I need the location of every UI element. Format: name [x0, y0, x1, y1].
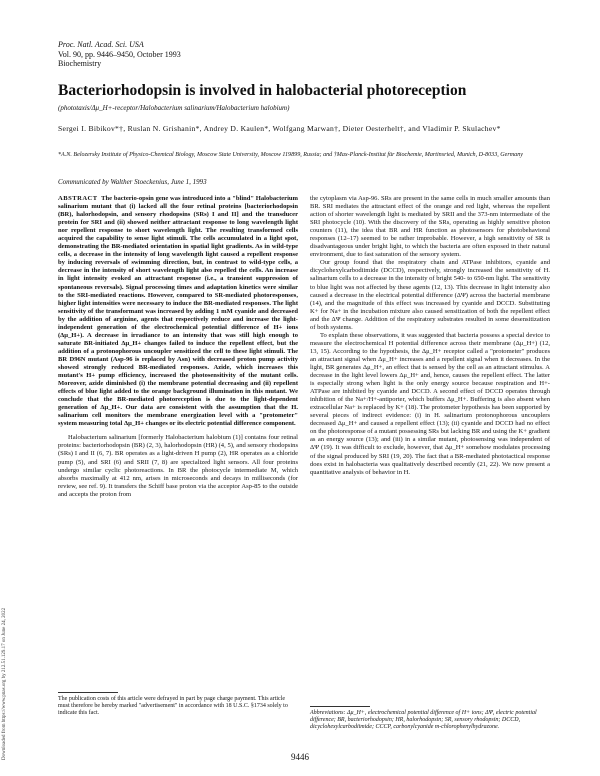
body-paragraph-2: Our group found that the respiratory chain and ATPase inhibitors, cyanide and dicyclohexylcarbodiimide (DCCD), respectively, strongly increased the sensitivity of H. salinarium cells to a decrease in the intensity of bright 540- to 650-nm light. The sensitivity to blue light was not affected by these agents (12, 13). This decrease in light intensity also caused a decrease in the electrical potential difference (ΔΨ) across the bacterial membrane (14), and the magnitude of this effect was increased by cyanide and DCCD. Substituting K+ for Na+ in the incubation mixture also caused sensitization of both the repellent effect and the ΔΨ change. Addition of the respiratory substrates resulted in some desensitization of both systems. [310, 259, 550, 331]
footnote-rule [58, 692, 118, 693]
journal-name: Proc. Natl. Acad. Sci. USA [58, 40, 144, 49]
download-watermark [2, 560, 10, 760]
abstract [58, 195, 298, 428]
download-watermark-text: Downloaded from https://www.pnas.org by 212.51.129.17 on June 24, 2022 [2, 607, 7, 760]
publication-cost-text: The publication costs of this article were defrayed in part by page charge payment. This article must therefore be hereby marked "advertisement" in accordance with 18 U.S.C. §1734 solely to indicate this fact. [58, 696, 288, 717]
article-title: Bacteriorhodopsin is involved in halobacterial photoreception [58, 82, 467, 99]
communicated-by: Communicated by Walther Stoeckenius, June 1, 1993 [58, 178, 207, 186]
abstract-text: The bacterio-opsin gene was introduced into a "blind" Halobacterium salinarium mutant that (i) lacked all the four retinal proteins [bacteriorhodopsin (BR), halorhodopsin, and sensory rhodopsins (SRs) I and II] and the transducer protein for SRI and (ii) showed neither attractant response to long wavelength light nor repellent response to short wavelength light. The resulting transformed cells acquired the capability to sense light stimuli. The cells accumulated in a light spot, demonstrating the BR-mediated orientation in spatial light gradients. As in wild-type cells, a decrease in the intensity of long wavelength light caused a repellent response by inducing reversals of swimming direction, but, in contrast to wild-type cells, a decrease in the intensity of short wavelength light also repelled the cells. An increase in light intensity evoked an attractant response (i.e., a transient suppression of spontaneous reversals). Signal processing times and adaptation kinetics were similar to the SRI-mediated reactions. However, compared to SR-mediated photoresponses, higher light intensities were necessary to induce the BR-mediated responses. The light sensitivity of the transformant was increased by adding 1 mM cyanide and decreased by the addition of arginine, agents that respectively reduce and increase the light-independent generation of the electrochemical potential difference of H+ ions (Δμ_H+). A decrease in irradiance to an intensity that was still high enough to saturate BR-initiated Δμ_H+ changes failed to induce the repellent effect, but the addition of a protonophorous uncoupler sensitized the cell to these light stimuli. The BR D96N mutant (Asp-96 is replaced by Asn) with decreased proton pump activity showed strongly reduced BR-mediated responses. Azide, which increases this mutant's H+ pump efficiency, increased the photosensitivity of the mutant cells. Moreover, azide diminished (i) the membrane potential decreasing and (ii) repellent effects of blue light added to the orange background illumination in this mutant. We conclude that the BR-mediated photoreception is due to the light-dependent generation of Δμ_H+. Our data are consistent with the assumption that the H. salinarium cell monitors the membrane energization level with a "protometer" system measuring total Δμ_H+ changes or its electric potential difference component. [58, 195, 298, 428]
journal-header [58, 40, 181, 69]
journal-section: Biochemistry [58, 59, 102, 68]
author-list: Sergei I. Bibikov*†, Ruslan N. Grishanin*, Andrey D. Kaulen*, Wolfgang Marwan†, Dieter Oesterhelt†, and Vladimir P. Skulachev* [58, 124, 501, 133]
abstract-heading: ABSTRACT [58, 195, 98, 202]
right-column [310, 195, 550, 477]
abbreviations-text: Abbreviations: Δμ_H+, electrochemical potential difference of H+ ions; ΔΨ, electric potential difference; BR, bacteriorhodopsin; HR, halorhodopsin; SR, sensory rhodopsin; DCCD, dicyclohexylcarbodiimide; CCCP, carbonylcyanide m-chlorophenylhydrazone. [310, 710, 537, 731]
intro-paragraph: Halobacterium salinarium [formerly Halobacterium halobium (1)] contains four retinal proteins: bacteriorhodopsin (BR) (2, 3), halorhodopsin (HR) (4, 5), and sensory rhodopsins (SRs) I and II (6, 7). BR operates as a light-driven H pump (2), HR operates as a chloride pump (5), and SRI (6) and SRII (7, 8) are specialized light sensors. All four proteins undergo similar cyclic photoreactions. In BR the photocycle intermediate M, which absorbs maximally at 412 nm, arises in microseconds and decays in milliseconds (for review, see ref. 9). It transfers the Schiff base proton via the acceptor Asp-85 to the outside and accepts the proton from [58, 434, 298, 498]
left-column [58, 195, 298, 499]
body-paragraph-1: the cytoplasm via Asp-96. SRs are present in the same cells in much smaller amounts than BR. SRI mediates the attractant effect of the orange and red light, whereas the repellent action of shorter wavelength light is mediated by SRII and the 373-nm intermediate of the SRI photocycle (10). With the discovery of the SRs, operating as highly sensitive photon counters (11), the idea that BR and HR function as photosensors for photobehavioral responses (12–17) seemed to be rather improbable. However, a high sensitivity of SR is disadvantageous under bright light, to which the bacteria are often exposed in their natural environment, due to fast saturation of the sensory system. [310, 195, 550, 259]
affiliations: *A.N. Belozersky Institute of Physico-Chemical Biology, Moscow State University, Moscow 119899, Russia; and †Max-Planck-Institut für Biochemie, Martinsried, Munich, D-8033, Germany [58, 152, 523, 158]
keywords: (phototaxis/Δμ_H+-receptor/Halobacterium salinarium/Halobacterium halobium) [58, 104, 290, 112]
page-number: 9446 [291, 752, 309, 762]
body-paragraph-3: To explain these observations, it was suggested that bacteria possess a special device to measure the electrochemical H potential difference across their membrane (Δμ_H+) (12, 13, 15). According to the hypothesis, the Δμ_H+ receptor called a "protometer" produces an attractant signal when Δμ_H+ increases and a repellent signal when it decreases. In the light, BR generates Δμ_H+, an effect that is sensed by the cell as an attractant stimulus. A decrease in the light level lowers Δμ_H+ and, hence, causes the repellent effect. The latter is especially strong when light is the only energy source because respiration and H+-ATPase are inhibited by cyanide and DCCD. A second effect of DCCD operates through inhibition of the Na+/H+-antiporter, which buffers Δμ_H+. Buffering is also absent when extracellular Na+ is replaced by K+ (18). The protometer hypothesis has been supported by several pieces of indirect evidence: (i) in H. salinarium protonophorous uncouplers decreased Δμ_H+ and caused a repellent effect (13); (ii) cyanide and DCCD had no effect on the photoresponse of a mutant possessing SRs but lacking BR and using the K+ gradient as an energy source (13); and (iii) in a similar mutant, photosensing was independent of ΔΨ (19). It was difficult to exclude, however, that Δμ_H+ somehow modulates processing of the signal produced by SRI (19, 20). The fact that a BR-mediated phototactical response does exist in halobacteria was qualitatively described recently (21, 22). We now present a quantitative analysis of behavior in H. [310, 331, 550, 476]
journal-volume: Vol. 90, pp. 9446–9450, October 1993 [58, 49, 181, 59]
abbreviations-note [310, 706, 550, 732]
footnote-rule [310, 706, 370, 707]
publication-cost-note [58, 692, 298, 718]
